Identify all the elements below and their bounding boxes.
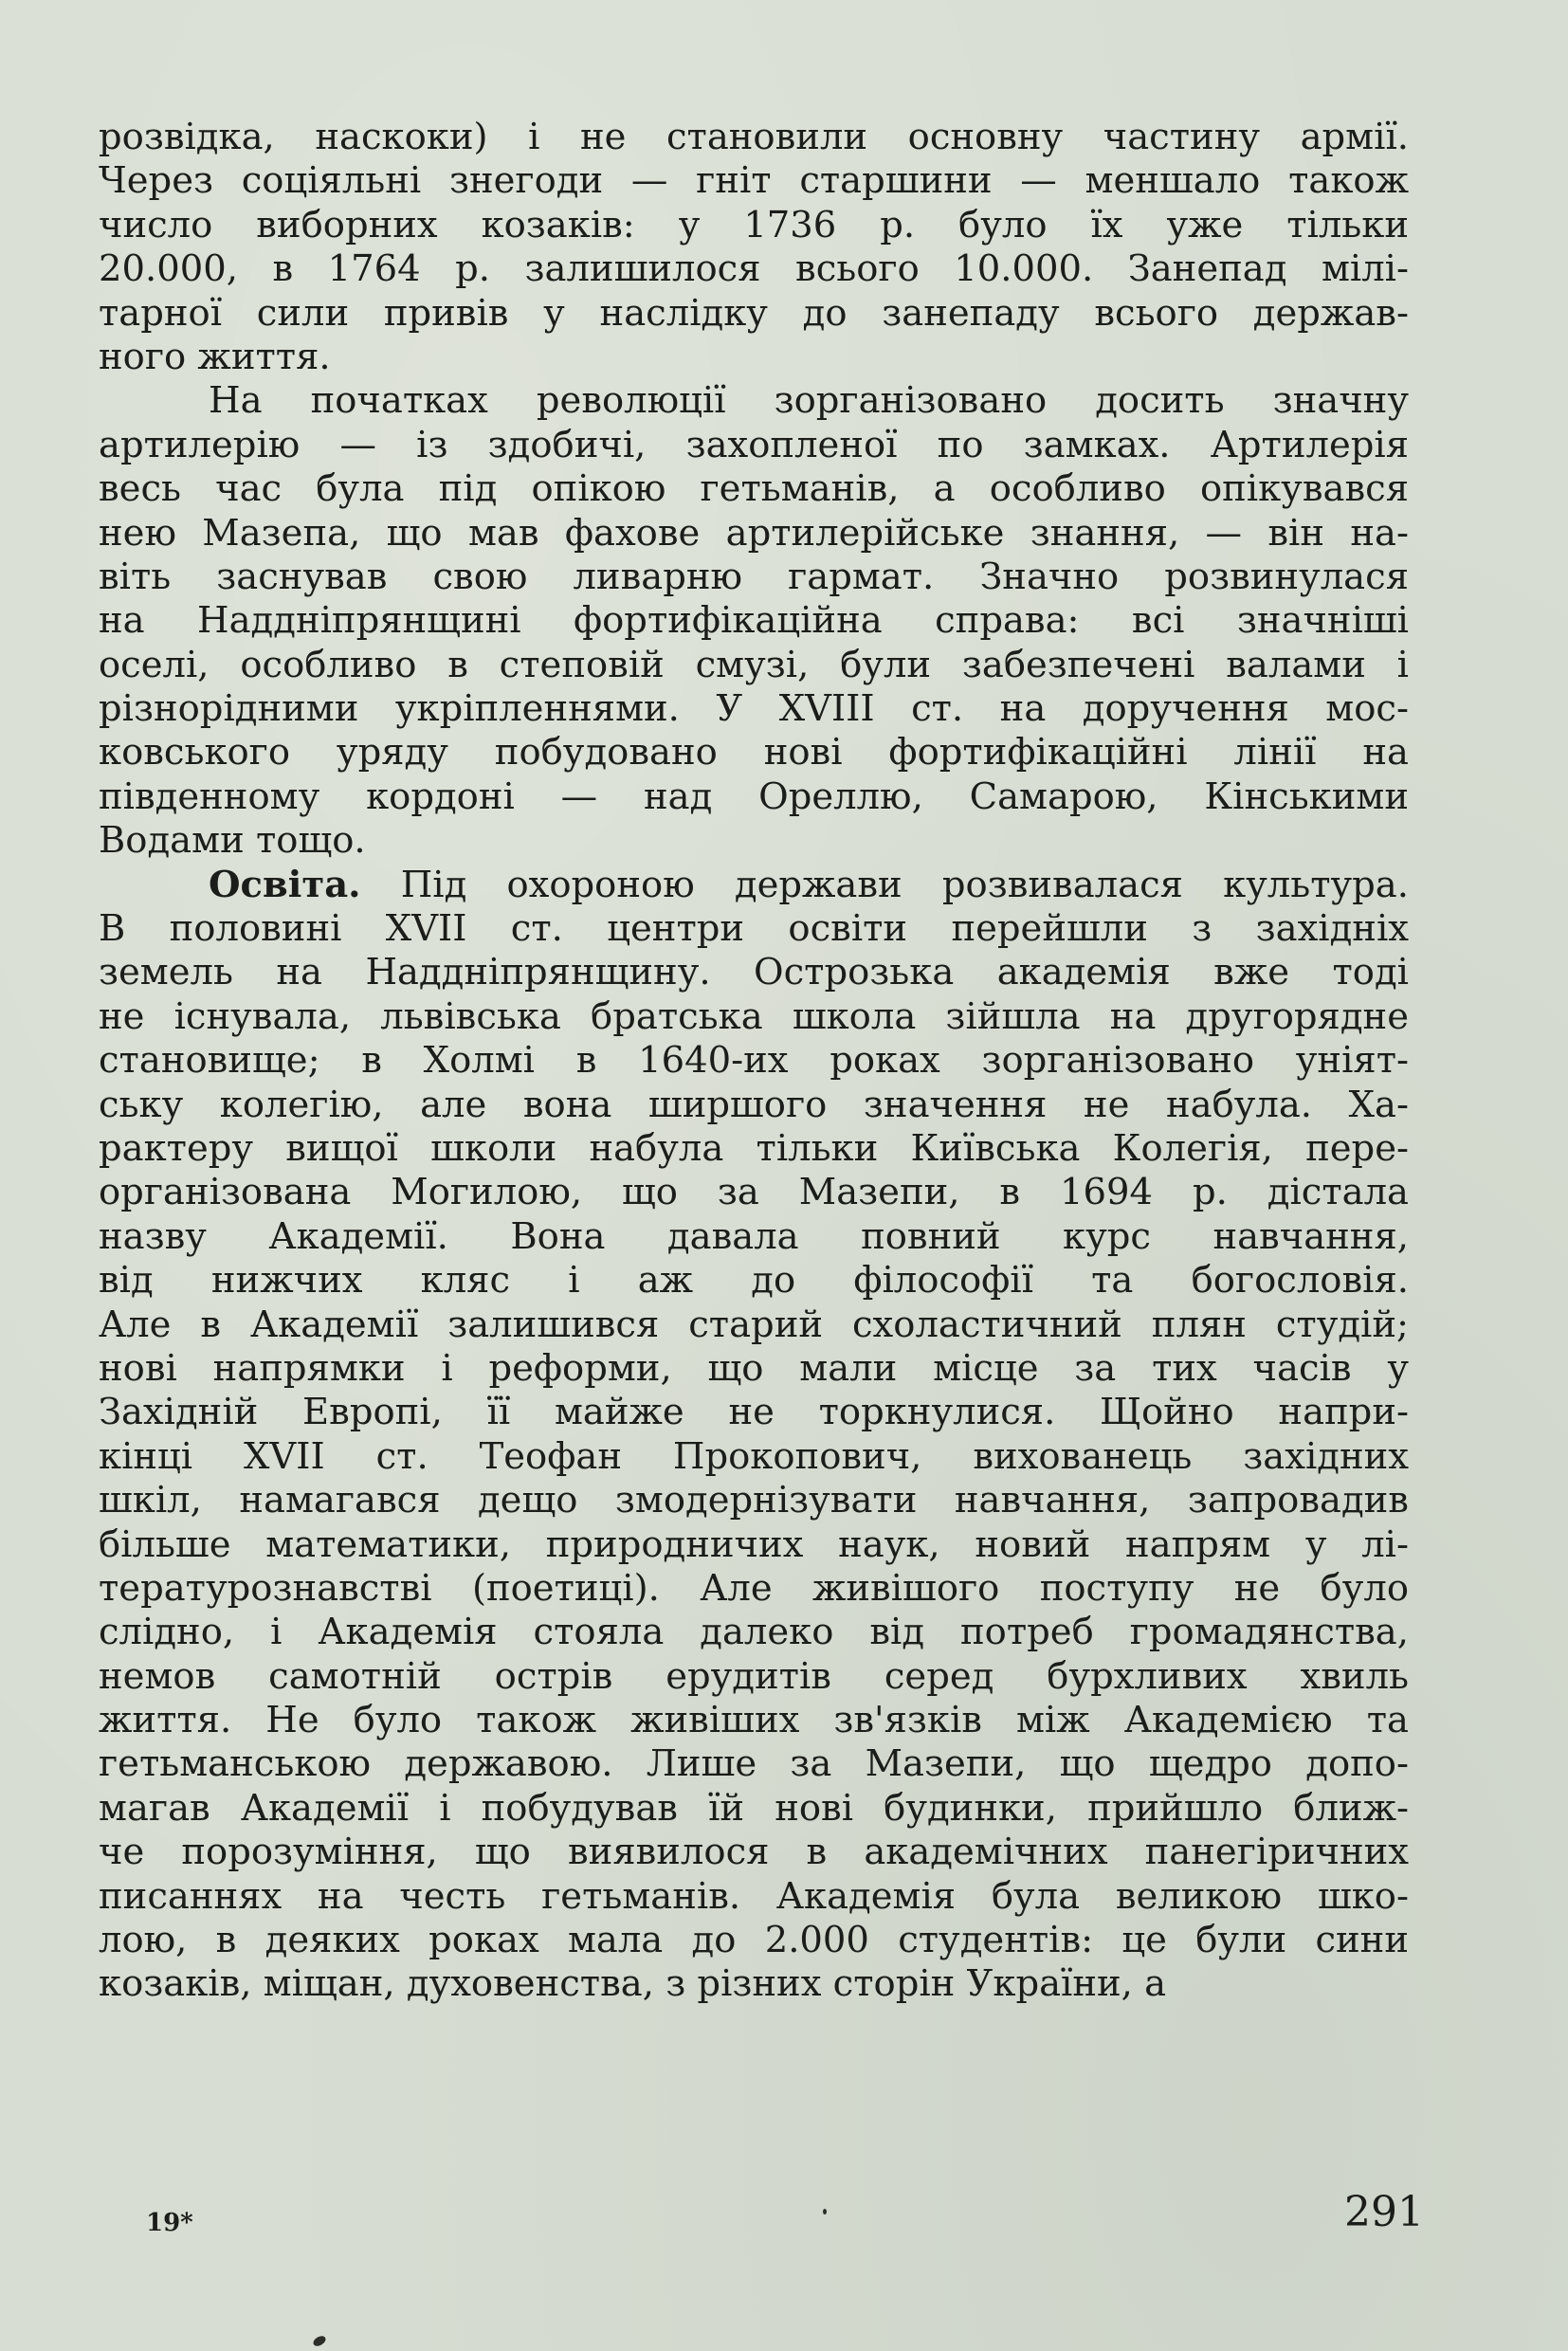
text-line: на Наддніпрянщині фортифікаційна справа: всі значніші bbox=[99, 599, 1409, 643]
text-line bbox=[99, 864, 1409, 907]
text-line: земель на Наддніпрянщину. Острозька академія вже тоді bbox=[99, 951, 1409, 994]
text-line: тературознавстві (поетиці). Але живішого поступу не було bbox=[99, 1566, 1409, 1610]
text-line: не існувала, львівська братська школа зійшла на другорядне bbox=[99, 994, 1409, 1038]
text-line: козаків, міщан, духовенства, з різних сторін України, а bbox=[99, 1962, 1167, 2006]
text-line: життя. Не було також живіших зв'язків між Академією та bbox=[99, 1699, 1409, 1742]
ink-speck bbox=[312, 2334, 328, 2348]
text-line: В половині XVII ст. центри освіти перейшли з західніх bbox=[99, 907, 1409, 951]
text-line: весь час була під опікою гетьманів, а особливо опікувався bbox=[99, 467, 1409, 511]
text-line: розвідка, наскоки) і не становили основну частину армії. bbox=[99, 116, 1409, 158]
text-line: ську колегію, але вона ширшого значення не набула. Ха- bbox=[99, 1083, 1409, 1126]
text-line: гетьманською державою. Лише за Мазепи, що щедро допо- bbox=[99, 1742, 1409, 1786]
text-line: ковського уряду побудовано нові фортифікаційні лінії на bbox=[99, 731, 1409, 775]
text-line: кінці XVII ст. Теофан Прокопович, вихованець західних bbox=[99, 1434, 1409, 1478]
ink-speck bbox=[823, 2209, 827, 2214]
text-line: Водами тощо. bbox=[99, 819, 366, 863]
text-line: ного життя. bbox=[99, 335, 331, 378]
text-line: Через соціяльні знегоди — гніт старшини — меншало також bbox=[99, 159, 1409, 203]
text-line: писаннях на честь гетьманів. Академія була великою шко- bbox=[99, 1874, 1409, 1918]
text-line: віть заснував свою ливарню гармат. Значно розвинулася bbox=[99, 555, 1409, 598]
text-line: нові напрямки і реформи, що мали місце за тих часів у bbox=[99, 1346, 1409, 1390]
text-line: рактеру вищої школи набула тільки Київська Колегія, пере- bbox=[99, 1126, 1409, 1170]
text-line: артилерію — із здобичі, захопленої по замках. Артилерія bbox=[99, 423, 1409, 466]
text-line: нею Мазепа, що мав фахове артилерійське знання, — він на- bbox=[99, 511, 1409, 555]
text-line-body: Під охороною держави розвивалася культура. bbox=[400, 863, 1409, 906]
text-line: На початках революції зорганізовано досить значну bbox=[209, 379, 1409, 423]
text-line: че порозуміння, що виявилося в академічних панегіричних bbox=[99, 1831, 1409, 1874]
text-line: південному кордоні — над Ореллю, Самарою, Кінськими bbox=[99, 775, 1409, 818]
text-line: Але в Академії залишився старий схоластичний плян студій; bbox=[99, 1303, 1409, 1346]
text-line: більше математики, природничих наук, новий напрям у лі- bbox=[99, 1522, 1409, 1566]
text-line: становище; в Холмі в 1640-их роках зорганізовано уніят- bbox=[99, 1039, 1409, 1083]
body-text bbox=[99, 116, 1409, 2007]
text-line: назву Академії. Вона давала повний курс навчання, bbox=[99, 1214, 1409, 1258]
text-line: число виборних козаків: у 1736 р. було їх уже тільки bbox=[99, 203, 1409, 246]
page-number: 291 bbox=[1344, 2188, 1424, 2236]
text-line: магав Академії і побудував їй нові будинки, прийшло ближ- bbox=[99, 1786, 1409, 1830]
text-line: Західній Европі, її майже не торкнулися. Щойно напри- bbox=[99, 1391, 1409, 1434]
text-line: організована Могилою, що за Мазепи, в 1694 р. дістала bbox=[99, 1171, 1409, 1214]
text-line: 20.000, в 1764 р. залишилося всього 10.000. Занепад мілі- bbox=[99, 247, 1409, 291]
text-line: шкіл, намагався дещо змодернізувати навчання, запровадив bbox=[99, 1479, 1409, 1522]
text-line: лою, в деяких роках мала до 2.000 студентів: це були сини bbox=[99, 1919, 1409, 1962]
text-line: оселі, особливо в степовій смузі, були забезпечені валами і bbox=[99, 643, 1409, 686]
text-line: слідно, і Академія стояла далеко від потреб громадянства, bbox=[99, 1611, 1409, 1654]
printer-signature-mark: 19* bbox=[146, 2209, 193, 2237]
text-line: тарної сили привів у наслідку до занепаду всього держав- bbox=[99, 291, 1409, 335]
text-line: немов самотній острів ерудитів серед бурхливих хвиль bbox=[99, 1654, 1409, 1698]
section-heading: Освіта. bbox=[209, 863, 361, 906]
text-line: різнорідними укріпленнями. У XVIII ст. на доручення мос- bbox=[99, 687, 1409, 731]
text-line: від нижчих кляс і аж до філософії та богословія. bbox=[99, 1259, 1409, 1303]
